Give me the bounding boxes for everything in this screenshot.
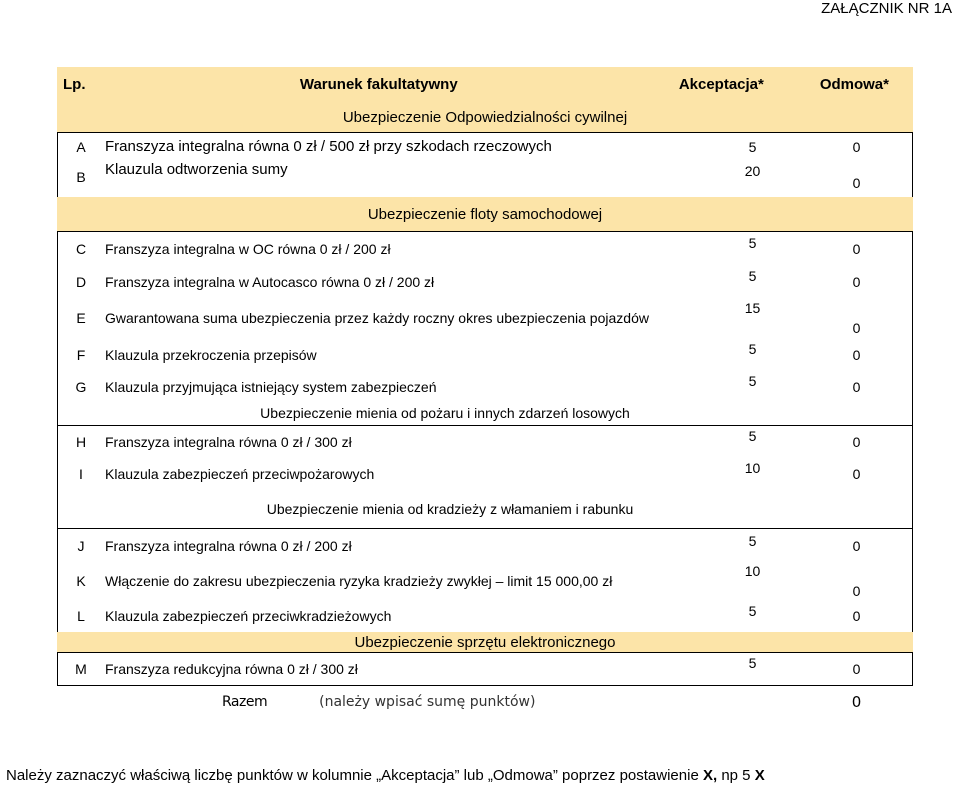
row-accept[interactable]: 5 (748, 235, 757, 251)
row-lp: M (75, 661, 87, 677)
table-row (57, 531, 913, 561)
table-row (57, 561, 913, 601)
table-row (57, 371, 913, 403)
section-title: Ubezpieczenie Odpowiedzialności cywilnej (342, 108, 628, 126)
row-accept[interactable]: 5 (748, 428, 757, 444)
table-row (57, 653, 913, 685)
row-refuse[interactable]: 0 (852, 583, 861, 599)
row-refuse[interactable]: 0 (852, 466, 861, 482)
section-title: Ubezpieczenie floty samochodowej (367, 205, 603, 223)
row-condition: Włączenie do zakresu ubezpieczenia ryzyka kradzieży zwykłej – limit 15 000,00 zł (105, 573, 613, 589)
row-condition: Franszyza integralna równa 0 zł / 500 zł przy szkodach rzeczowych (105, 138, 552, 155)
row-refuse[interactable]: 0 (852, 347, 861, 363)
row-condition: Franszyza integralna w OC równa 0 zł / 200 zł (105, 241, 391, 257)
section-title: Ubezpieczenie mienia od kradzieży z włamaniem i rabunku (266, 501, 634, 517)
row-lp: H (75, 434, 87, 450)
row-refuse[interactable]: 0 (852, 320, 861, 336)
row-refuse[interactable]: 0 (852, 241, 861, 257)
row-refuse[interactable]: 0 (852, 175, 861, 191)
row-condition: Franszyza redukcyjna równa 0 zł / 300 zł (105, 661, 358, 677)
footer-x-mark-example: X (754, 767, 765, 784)
row-lp: F (76, 347, 86, 363)
footer-text: Należy zaznaczyć właściwą liczbę punktów w kolumnie „Akceptacja” lub „Odmowa” poprzez postawienie (6, 767, 703, 784)
row-refuse[interactable]: 0 (852, 434, 861, 450)
divider (57, 231, 913, 232)
row-condition: Franszyza integralna w Autocasco równa 0 zł / 200 zł (105, 274, 435, 290)
row-condition: Klauzula odtworzenia sumy (105, 161, 288, 178)
footer-text-example: np 5 (717, 767, 755, 784)
row-lp: K (76, 573, 86, 589)
table-row (57, 161, 913, 193)
row-accept[interactable]: 10 (744, 563, 761, 579)
table-row (57, 426, 913, 458)
table-row (57, 601, 913, 631)
row-condition: Klauzula zabezpieczeń przeciwpożarowych (105, 466, 375, 482)
section-title: Ubezpieczenie mienia od pożaru i innych zdarzeń losowych (260, 405, 630, 421)
divider (57, 685, 913, 686)
row-accept[interactable]: 5 (748, 655, 757, 671)
row-accept[interactable]: 15 (744, 300, 761, 316)
header-lp: Lp. (63, 76, 86, 93)
row-lp: J (77, 538, 85, 554)
row-lp: I (79, 466, 83, 482)
row-refuse[interactable]: 0 (852, 139, 861, 155)
header-accept: Akceptacja* (678, 76, 764, 93)
row-lp: A (76, 139, 86, 155)
total-value[interactable]: 0 (851, 693, 862, 711)
section-title: Ubezpieczenie sprzętu elektronicznego (354, 633, 616, 651)
row-accept[interactable]: 5 (748, 341, 757, 357)
row-accept[interactable]: 5 (748, 268, 757, 284)
total-hint: (należy wpisać sumę punktów) (319, 694, 536, 710)
table-row (57, 233, 913, 265)
row-refuse[interactable]: 0 (852, 379, 861, 395)
divider (57, 528, 913, 529)
total-row (57, 688, 913, 716)
table-row (57, 339, 913, 371)
section-fleet (57, 197, 913, 231)
row-lp: L (77, 608, 85, 624)
row-accept[interactable]: 10 (744, 460, 761, 476)
row-accept[interactable]: 5 (748, 603, 757, 619)
table-row (57, 133, 913, 161)
attachment-label: ZAŁĄCZNIK NR 1A (821, 0, 952, 17)
row-refuse[interactable]: 0 (852, 661, 861, 677)
row-condition: Franszyza integralna równa 0 zł / 300 zł (105, 434, 352, 450)
section-oc (57, 102, 913, 132)
section-theft (57, 494, 913, 524)
row-lp: E (76, 310, 86, 326)
row-refuse[interactable]: 0 (852, 538, 861, 554)
row-refuse[interactable]: 0 (852, 274, 861, 290)
row-lp: B (76, 169, 86, 185)
row-condition: Franszyza integralna równa 0 zł / 200 zł (105, 538, 352, 554)
section-fire (57, 400, 913, 426)
row-accept[interactable]: 5 (748, 373, 757, 389)
row-refuse[interactable]: 0 (852, 608, 861, 624)
row-accept[interactable]: 20 (744, 163, 761, 179)
row-condition: Klauzula przyjmująca istniejący system zabezpieczeń (105, 379, 437, 395)
table-row (57, 266, 913, 298)
table-row (57, 298, 913, 338)
total-label: Razem (222, 694, 268, 710)
header-condition: Warunek fakultatywny (299, 76, 458, 93)
row-lp: G (75, 379, 87, 395)
row-condition: Klauzula zabezpieczeń przeciwkradzieżowych (105, 608, 392, 624)
footer-x-mark: X, (702, 767, 718, 784)
row-lp: C (75, 241, 87, 257)
table-header (57, 67, 913, 102)
table-row (57, 458, 913, 490)
row-lp: D (75, 274, 87, 290)
row-accept[interactable]: 5 (748, 533, 757, 549)
row-condition: Klauzula przekroczenia przepisów (105, 347, 317, 363)
section-electronics (57, 632, 913, 652)
row-accept[interactable]: 5 (748, 139, 757, 155)
footer-note (6, 767, 765, 784)
row-condition: Gwarantowana suma ubezpieczenia przez każdy roczny okres ubezpieczenia pojazdów (105, 310, 649, 326)
header-refuse: Odmowa* (819, 76, 889, 93)
